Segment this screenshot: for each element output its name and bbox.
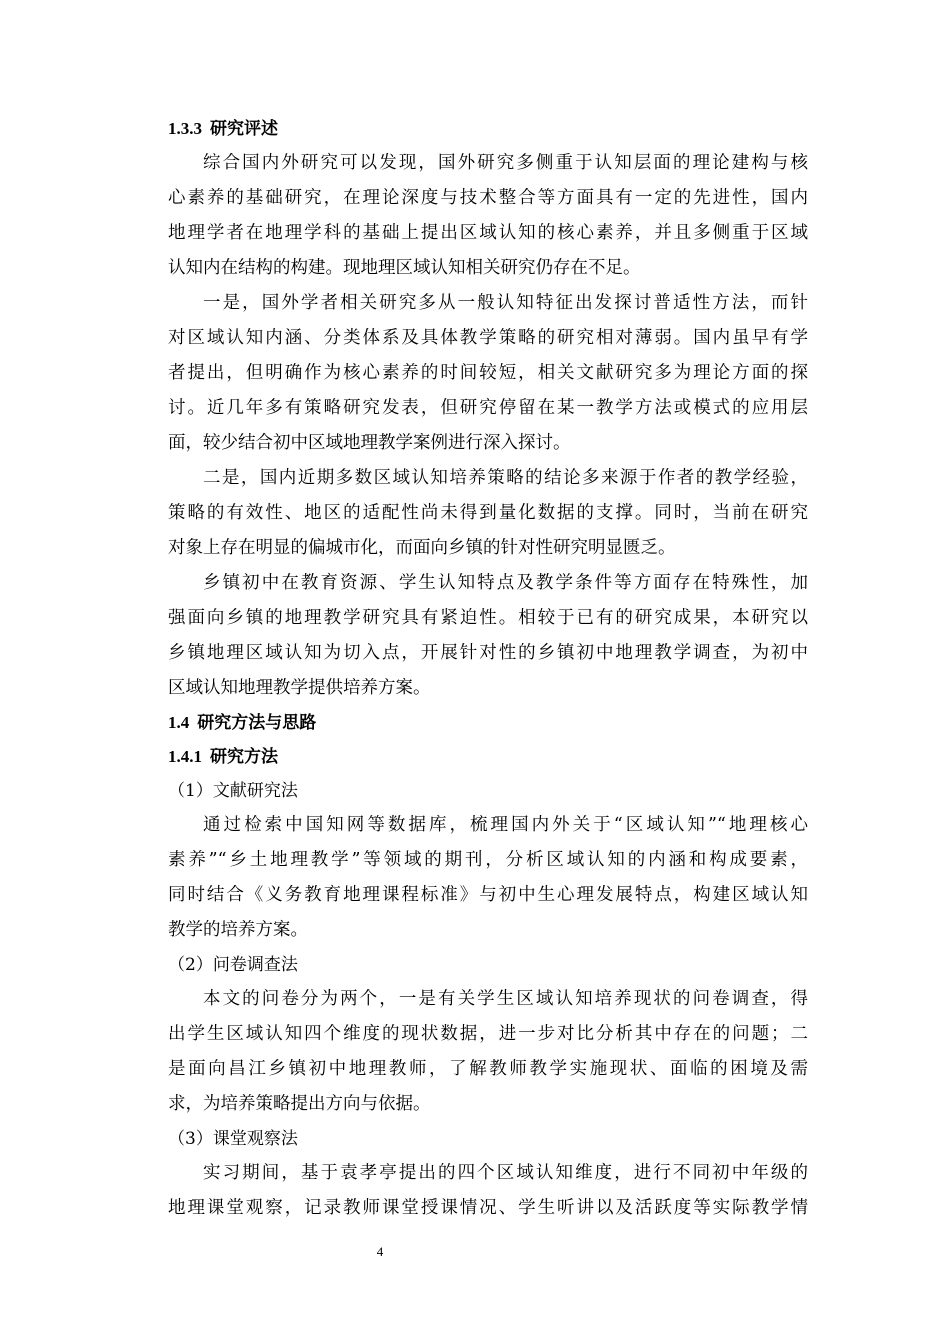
- paragraph-line: 二是，国内近期多数区域认知培养策略的结论多来源于作者的教学经验，: [203, 468, 808, 488]
- paragraph-line: 对象上存在明显的偏城市化，而面向乡镇的针对性研究明显匮乏。: [168, 538, 676, 558]
- paragraph: [168, 461, 808, 566]
- method-subheading: （3）课堂观察法: [168, 1129, 298, 1149]
- method-subheading: （2）问卷调查法: [168, 955, 298, 975]
- paragraph-line: 同时结合《义务教育地理课程标准》与初中生心理发展特点，构建区域认知: [168, 885, 808, 905]
- paragraph: [168, 982, 808, 1122]
- paragraph-line: 求，为培养策略提出方向与依据。: [168, 1094, 431, 1114]
- method-subheading: （1）文献研究法: [168, 781, 298, 801]
- paragraph: [168, 808, 808, 948]
- section-title: 研究方法与思路: [197, 713, 317, 732]
- paragraph-line: 强面向乡镇的地理教学研究具有紧迫性。相较于已有的研究成果，本研究以: [168, 608, 808, 628]
- section-heading: [168, 706, 808, 740]
- section-title: 研究评述: [210, 119, 278, 138]
- section-number: 1.4.1: [168, 747, 202, 766]
- paragraph: [168, 286, 808, 461]
- paragraph-line: 认知内在结构的构建。现地理区域认知相关研究仍存在不足。: [168, 258, 641, 278]
- paragraph-line: 一是，国外学者相关研究多从一般认知特征出发探讨普适性方法，而针: [203, 293, 808, 313]
- section-heading: [168, 740, 808, 774]
- paragraph-line: 教学的培养方案。: [168, 920, 308, 940]
- paragraph-line: 通过检索中国知网等数据库，梳理国内外关于“区域认知”“地理核心: [203, 815, 808, 835]
- paragraph-line: 地理学者在地理学科的基础上提出区域认知的核心素养，并且多侧重于区域: [168, 223, 808, 243]
- paragraph-line: 实习期间，基于袁孝亭提出的四个区域认知维度，进行不同初中年级的: [203, 1163, 808, 1183]
- paragraph: [168, 566, 808, 706]
- paragraph-line: 综合国内外研究可以发现，国外研究多侧重于认知层面的理论建构与核: [203, 153, 808, 173]
- section-number: 1.4: [168, 713, 190, 732]
- paragraph-line: 素养”“乡土地理教学”等领域的期刊，分析区域认知的内涵和构成要素，: [168, 850, 808, 870]
- paragraph-line: 者提出，但明确作为核心素养的时间较短，相关文献研究多为理论方面的探: [168, 363, 808, 383]
- paragraph-line: 讨。近几年多有策略研究发表，但研究停留在某一教学方法或模式的应用层: [168, 398, 808, 418]
- page-number: 4: [376, 1244, 384, 1259]
- paragraph-line: 心素养的基础研究，在理论深度与技术整合等方面具有一定的先进性，国内: [168, 188, 808, 208]
- paragraph-line: 面，较少结合初中区域地理教学案例进行深入探讨。: [168, 433, 571, 453]
- section-heading: [168, 112, 808, 146]
- paragraph-line: 乡镇地理区域认知为切入点，开展针对性的乡镇初中地理教学调查，为初中: [168, 643, 808, 663]
- section-number: 1.3.3: [168, 119, 202, 138]
- paragraph: [168, 1156, 808, 1226]
- paragraph-line: 本文的问卷分为两个，一是有关学生区域认知培养现状的问卷调查，得: [203, 989, 808, 1009]
- paragraph-line: 对区域认知内涵、分类体系及具体教学策略的研究相对薄弱。国内虽早有学: [168, 328, 808, 348]
- paragraph: [168, 146, 808, 286]
- paragraph-line: 是面向昌江乡镇初中地理教师，了解教师教学实施现状、面临的困境及需: [168, 1059, 808, 1079]
- paragraph-line: 地理课堂观察，记录教师课堂授课情况、学生听讲以及活跃度等实际教学情: [168, 1198, 808, 1218]
- paragraph-line: 策略的有效性、地区的适配性尚未得到量化数据的支撑。同时，当前在研究: [168, 503, 808, 523]
- paragraph-line: 出学生区域认知四个维度的现状数据，进一步对比分析其中存在的问题；二: [168, 1024, 808, 1044]
- paragraph-line: 区域认知地理教学提供培养方案。: [168, 678, 431, 698]
- section-title: 研究方法: [210, 747, 278, 766]
- paragraph-line: 乡镇初中在教育资源、学生认知特点及教学条件等方面存在特殊性，加: [203, 573, 808, 593]
- page-body: [168, 112, 808, 1226]
